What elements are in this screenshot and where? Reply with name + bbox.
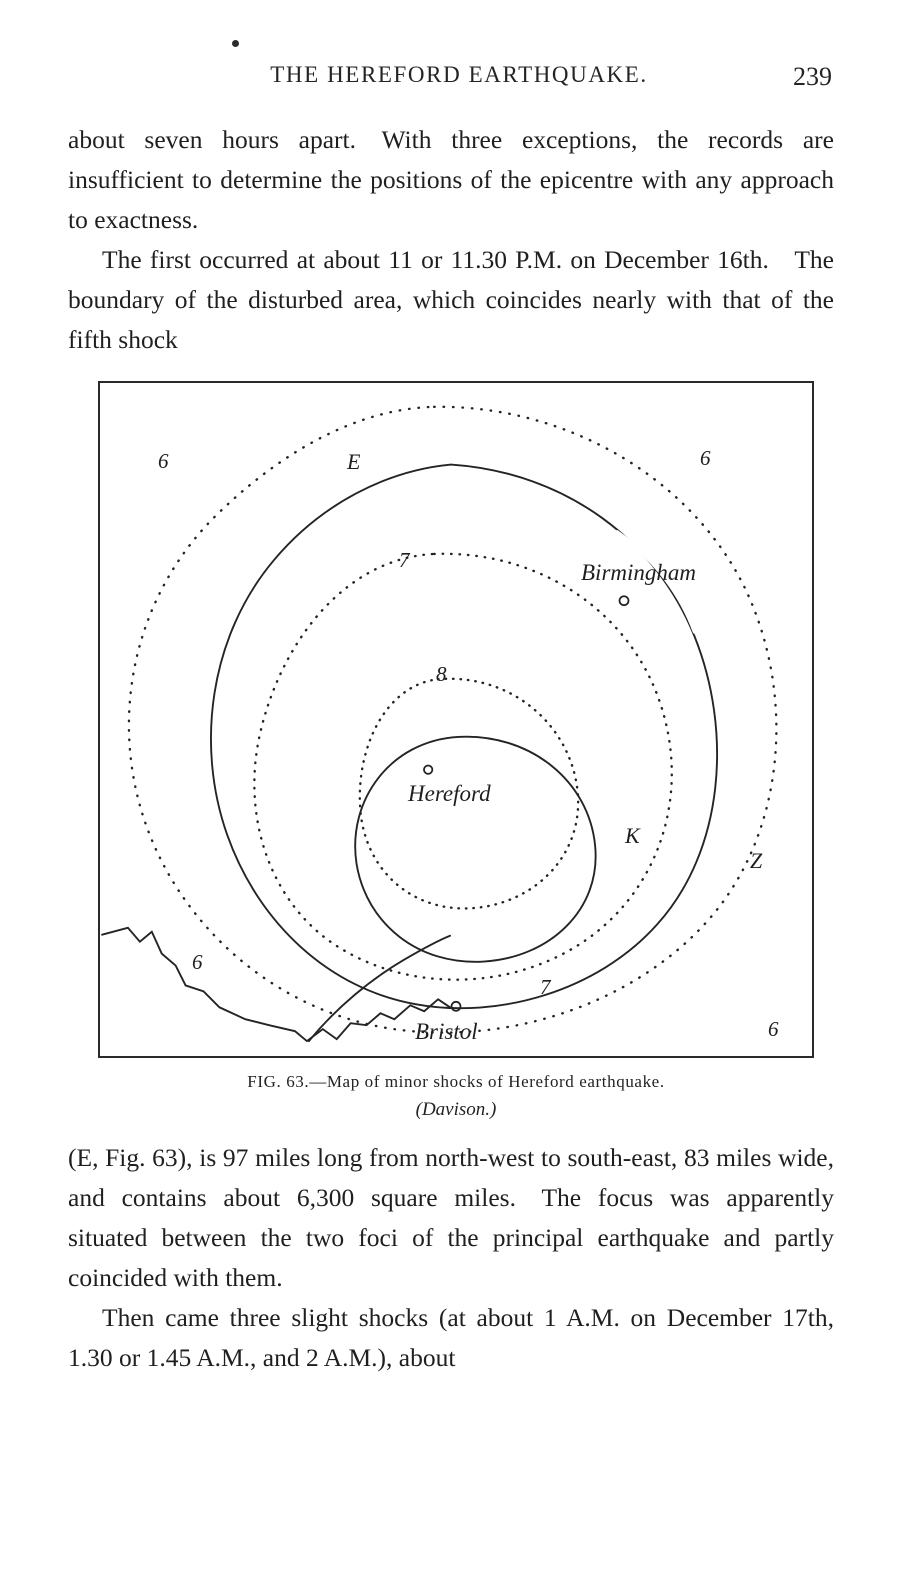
paragraph: (E, Fig. 63), is 97 miles long from north-west to south-east, 83 miles wide, and contains about 6,300 square miles. The focus was apparently situated between the two foci of the principal earthquake and partly coincided with them. xyxy=(68,1143,834,1292)
figure-map xyxy=(98,381,814,1058)
caption-main: FIG. 63.—Map of minor shocks of Hereford earthquake. xyxy=(247,1072,665,1091)
isoseismal-curve-7 xyxy=(254,554,671,980)
label-city-hereford: Hereford xyxy=(408,781,491,806)
body-text-top xyxy=(68,120,834,360)
label-isoseismal-6-bottom-left: 6 xyxy=(192,950,203,974)
label-isoseismal-8: 8 xyxy=(436,662,447,686)
paragraph: Then came three slight shocks (at about 1 A.M. on December 17th, 1.30 or 1.45 A.M., and 2 A.M.), about xyxy=(68,1303,834,1372)
running-head-title: THE HEREFORD EARTHQUAKE. xyxy=(270,62,648,87)
label-isoseismal-6-top-right: 6 xyxy=(700,446,711,470)
paragraph: about seven hours apart. With three exceptions, the records are insufficient to determine the positions of the epicentre with any approach to exactness. xyxy=(68,125,834,234)
city-dot-bristol xyxy=(452,1002,461,1011)
ink-speck xyxy=(232,40,239,47)
isoseismal-curve-6 xyxy=(129,407,776,1033)
coastline xyxy=(102,928,450,1041)
page-number: 239 xyxy=(793,62,832,91)
body-text-bottom xyxy=(68,1138,834,1378)
label-curve-Z: Z xyxy=(750,848,763,873)
running-head xyxy=(0,62,900,96)
isoseismal-curve-K xyxy=(355,737,595,962)
label-city-birmingham: Birmingham xyxy=(581,560,696,585)
label-isoseismal-7-bottom: 7 xyxy=(540,975,551,999)
label-city-bristol: Bristol xyxy=(415,1019,478,1044)
label-curve-K: K xyxy=(625,823,640,848)
city-dot-hereford xyxy=(424,766,432,774)
figure-caption xyxy=(98,1068,814,1124)
map-drawing xyxy=(100,383,812,1056)
paragraph: The first occurred at about 11 or 11.30 P.M. on December 16th. The boundary of the disturbed area, which coincides nearly with that of the fifth shock xyxy=(68,245,834,354)
label-isoseismal-6-bottom-right: 6 xyxy=(768,1017,779,1041)
city-dot-birmingham xyxy=(620,596,629,605)
label-isoseismal-7-top: 7 xyxy=(399,548,410,572)
label-isoseismal-6-top-left: 6 xyxy=(158,449,169,473)
caption-source: (Davison.) xyxy=(415,1099,497,1120)
label-curve-E: E xyxy=(347,449,361,474)
